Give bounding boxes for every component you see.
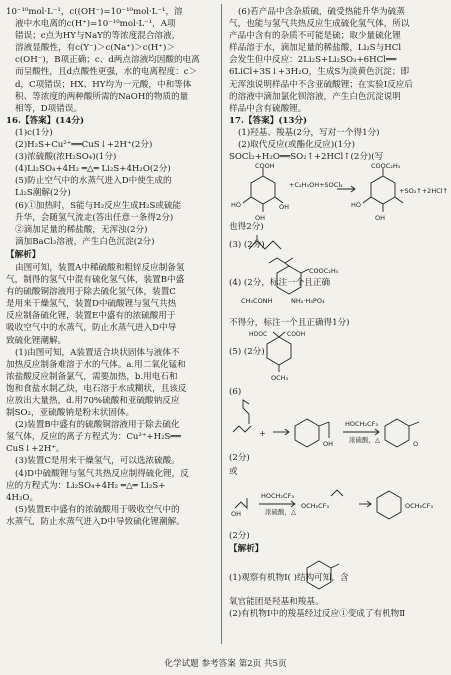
- answer-line: (6)①加热时，S能与H₂反应生成H₂S或硫能: [15, 200, 182, 211]
- reagent-label: HOCH₂CF₃: [261, 491, 294, 500]
- answer-line: (5)防止空气中的水蒸气进入D中使生成的: [15, 176, 172, 187]
- text-line: 10⁻¹⁰mol·L⁻¹，c((OH⁻)=10⁻¹⁰mol·L⁻¹，溶: [6, 7, 183, 17]
- analysis-line: 饱和食盐水制乙炔，电石溶于水成糊状，且该反: [6, 383, 187, 394]
- struct-label: OH: [279, 203, 290, 212]
- answer-line: 升华，会随氢气流走(答出任意一条得2分): [15, 212, 174, 223]
- text-line: 会发生但中反应：2Li₂S+Li₂SO₃+6HCl══: [229, 55, 397, 66]
- text-line: 的溶液中滴加氯化钡溶液，产生白色沉淀说明: [229, 91, 401, 102]
- struct-label: +C₂H₅OH+SOCl₂: [289, 181, 343, 190]
- structure-4: [229, 255, 443, 313]
- or-label: 或: [229, 466, 238, 477]
- analysis-line: 氢气体，反应的离子方程式为：Cu²⁺+H₂S══: [6, 432, 181, 443]
- answer-line: (5) (2分): [229, 346, 265, 357]
- analysis-line: 4H₂O。: [6, 492, 39, 503]
- structure-i: [229, 556, 443, 596]
- answer-line: SOCl₂+H₂O══SO₂↑+2HCl↑(2分)(写: [229, 152, 384, 163]
- text-line: (6)若产品中含杂质硫，硫受热能升华为硫蒸: [238, 7, 405, 17]
- analysis-line: 应的方程式为：Li₂SO₄+4H₂ ═△═ Li₂S+: [6, 480, 166, 491]
- struct-label: O: [413, 439, 419, 448]
- text-line: 6LiCl+3S↓+3H₂O，生成S为淡黄色沉淀；即: [229, 67, 410, 78]
- answer-line: (1)羟基、羧基(2分，写对一个得1分): [238, 127, 380, 138]
- analysis-line: 加热反应制备难溶于水的气体。a.用二氧化锰和: [6, 359, 186, 370]
- answer-line: 不得分，标注一个且正确得1分): [229, 318, 350, 329]
- q16-header: 16.【答案】(14分): [6, 115, 85, 126]
- struct-label: OCH₂CF₃: [405, 501, 434, 510]
- analysis-line: 有的硫酸铜溶液用于除去硫化氢气体，装置C: [6, 287, 176, 298]
- analysis-line: (2)有机物Ⅰ中的羧基经过反应①变成了有机物Ⅱ: [229, 609, 406, 620]
- analysis-line: (1)由图可知，A装置适合块状固体与液体不: [15, 347, 180, 358]
- struct-label: OCH₃: [271, 373, 289, 382]
- analysis-line: (2)装置B中盛有的硫酸铜溶液用于除去硫化: [15, 420, 180, 431]
- answer-line: (4) (2分，标注一个且正确: [229, 278, 331, 289]
- analysis-line: (5)装置E中盛有的浓硫酸用于吸收空气中的: [15, 504, 180, 515]
- text-line: 产品中含有的杂质不可能是硫；取少量硫化锂: [229, 31, 401, 42]
- struct-label: COOC₂H₅: [371, 162, 401, 171]
- answer-line: ②滴加足量的稀盐酸，无浑浊(2分): [15, 224, 148, 235]
- answer-line: 也得2分): [229, 222, 264, 233]
- q16-answers: [6, 127, 206, 248]
- struct-label: OH: [375, 214, 386, 223]
- right-top-paragraph: [229, 6, 443, 115]
- analysis-label: 【解析】: [6, 249, 41, 260]
- text-line: 积、等浓度的两种酸所需的NaOH的物质的量: [15, 91, 189, 102]
- points-label: (2分): [229, 530, 250, 541]
- reaction-structure-1: [229, 162, 449, 223]
- analysis-line: 气，制得的氢气中混有硫化氢气体，装置B中盛: [6, 275, 185, 286]
- page-footer: 化学试题 参考答案 第2页 共5页: [164, 658, 287, 669]
- struct-label: OCH₂CF₃: [301, 501, 330, 510]
- answer-line: (6): [229, 386, 242, 397]
- text-line: 液中水电离的c(H⁺)=10⁻¹⁰mol·L⁻¹，A项: [15, 19, 176, 30]
- q17-header: 17.【答案】(13分): [229, 115, 308, 126]
- left-column: [6, 6, 206, 528]
- answer-line: (4)Li₂SO₄+4H₂ ═△═ Li₂S+4H₂O(2分): [15, 164, 171, 175]
- text-line: 错误；c点为HY与NaY的等浓度混合溶液，: [15, 31, 181, 42]
- synthesis-scheme-1: [229, 398, 443, 462]
- analysis-line: 制SO₂，亚硫酸钠是粉末状固体。: [6, 408, 135, 419]
- analysis-line: 致硫化锂潮解。: [6, 335, 67, 346]
- analysis-line: 由图可知，装置A中稀硫酸和粗锌反应制备氢: [15, 262, 185, 273]
- struct-label: HO: [231, 201, 242, 210]
- analysis-line: (1)观察有机物Ⅰ( )结构可知，含: [229, 573, 349, 584]
- analysis-line: 反应制备硫化锂，装置E中盛有的浓硫酸用于: [6, 311, 176, 322]
- text-line: c(OH⁻)，B项正确；c、d两点溶液均因酸的电离: [15, 55, 200, 66]
- struct-label: OH: [255, 214, 266, 223]
- text-line: 样品溶于水，滴加足量的稀盐酸，Li₂S与HCl: [229, 43, 402, 54]
- answer-line: (3)浓硫酸(浓H₂SO₄)(1分): [15, 152, 117, 163]
- analysis-line: 是用来干燥氢气，装置D中硫酸锂与氢气共热: [6, 299, 177, 310]
- right-column: [229, 6, 449, 620]
- analysis-line: 吸收空气中的水蒸气，防止水蒸气进入D中导: [6, 323, 177, 334]
- analysis-line: (3)装置C是用来干燥氢气，可以选浓硫酸。: [15, 456, 180, 467]
- text-line: 无浑浊说明样品中不含亚硫酸锂；在实验Ⅰ反应后: [229, 79, 413, 90]
- text-line: d，C项错误；HX、HY均为一元酸，中和等体: [15, 79, 192, 90]
- struct-label: COOC₂H₅: [309, 267, 339, 276]
- q16-analysis: [6, 262, 206, 528]
- left-top-paragraph: [6, 6, 206, 115]
- analysis-label: 【解析】: [229, 544, 264, 555]
- analysis-line: (4)D中硫酸锂与氢气共热反应制得硫化锂，反: [15, 468, 189, 479]
- answer-line: (2)取代反应(或酯化反应)(1分): [238, 140, 355, 151]
- text-line: 相等，D项错误。: [15, 103, 83, 114]
- struct-label: +SO₂↑+2HCl↑: [399, 187, 449, 196]
- struct-label: (3) (2分): [229, 240, 265, 251]
- structure-5: [229, 330, 443, 382]
- reagent-label: 浓硫酸，△: [349, 435, 380, 444]
- q17-analysis-row-1: [229, 556, 443, 596]
- answer-line: (2)H₂S+Cu²⁺══CuS↓+2H⁺(2分): [15, 140, 153, 151]
- struct-label: +: [259, 428, 266, 438]
- text-line: 而呈酸性，且d点酸性更强，水的电离程度：c＞: [15, 67, 198, 78]
- structure-3: [229, 233, 443, 255]
- synthesis-scheme-2: [229, 478, 443, 526]
- answer-line: Li₂S潮解(2分): [15, 188, 71, 199]
- analysis-line: 浓盐酸反应制备氯气，需要加热，b.用电石和: [6, 371, 178, 382]
- text-line: 样品中含有硫酸锂。: [229, 103, 307, 114]
- answer-3-row: [229, 233, 443, 255]
- analysis-line: 应放出大量热，d.用70%硫酸和亚硫酸钠反应: [6, 396, 180, 406]
- answer-line: (1)c(1分): [15, 127, 53, 138]
- struct-label: HOOC: [249, 330, 268, 338]
- analysis-line: 水蒸气，防止水蒸气进入D中导致硫化锂潮解。: [6, 516, 185, 527]
- text-line: 气，也能与氢气共热反应生成硫化氢气体，所以: [229, 19, 410, 30]
- text-line: 溶液显酸性，有c(Y⁻)＞c(Na⁺)＞c(H⁺)＞: [15, 43, 175, 54]
- struct-label: COOH: [255, 162, 275, 171]
- struct-label: CH₃CONH: [241, 297, 273, 306]
- analysis-line: CuS↓+2H⁺。: [6, 444, 65, 455]
- reagent-label: HOCH₂CF₃: [345, 419, 378, 428]
- analysis-line: 氧官能团是羟基和羧基。: [229, 597, 324, 608]
- reagent-label: 浓硫酸，△: [265, 507, 296, 516]
- struct-label: NH₂·H₃PO₄: [291, 297, 325, 306]
- answer-line: 滴加BaCl₂溶液，产生白色沉淀(2分): [15, 236, 155, 247]
- struct-label: HO: [351, 201, 362, 210]
- column-divider: [221, 4, 222, 644]
- points-label: (2分): [229, 452, 250, 463]
- struct-label: OH: [231, 509, 242, 518]
- struct-label: COOH: [287, 330, 306, 338]
- struct-label: OH: [323, 439, 334, 448]
